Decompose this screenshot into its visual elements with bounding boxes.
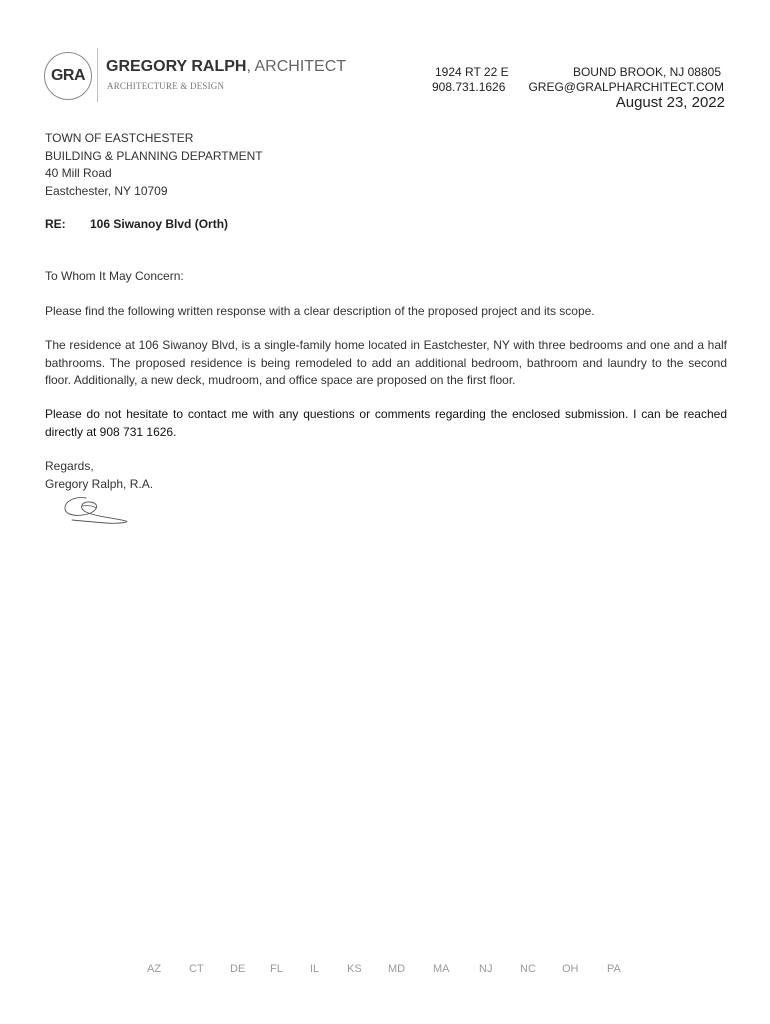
footer-state: FL xyxy=(270,963,283,975)
footer-state: OH xyxy=(562,963,579,975)
subject-line xyxy=(45,217,228,231)
footer-state: AZ xyxy=(147,963,162,975)
signer-name: Gregory Ralph, R.A. xyxy=(45,477,154,491)
recipient-line: BUILDING & PLANNING DEPARTMENT xyxy=(45,148,263,163)
address-street: 1924 RT 22 E xyxy=(435,65,509,79)
firm-name-bold: GREGORY RALPH xyxy=(106,58,247,75)
footer-state: MA xyxy=(433,963,450,975)
firm-name xyxy=(106,58,346,76)
footer-state: DE xyxy=(230,963,246,975)
footer-state: PA xyxy=(607,963,621,975)
recipient-line: 40 Mill Road xyxy=(45,166,112,180)
recipient-line: Eastchester, NY 10709 xyxy=(45,183,168,198)
firm-logo xyxy=(44,52,92,100)
footer-state: CT xyxy=(189,963,204,975)
footer-state: MD xyxy=(388,963,406,975)
footer-state: NJ xyxy=(479,963,493,975)
firm-tagline: ARCHITECTURE & DESIGN xyxy=(107,81,225,91)
signature-icon xyxy=(60,494,132,528)
body-paragraph: The residence at 106 Siwanoy Blvd, is a single-family home located in Eastchester, NY with three bedrooms and one and a half bathrooms. The proposed residence is being remodeled to add an additional bedroom, bathroom and laundry to the second floor. Additionally, a new deck, mudroom, and office space are proposed on the first floor. xyxy=(45,338,727,387)
recipient-line: TOWN OF EASTCHESTER xyxy=(45,131,194,145)
recipient-address xyxy=(45,130,263,200)
footer-states xyxy=(0,963,770,979)
subject-text: 106 Siwanoy Blvd (Orth) xyxy=(90,217,229,231)
body-paragraph: Please find the following written response with a clear description of the proposed project and its scope. xyxy=(45,304,595,318)
body-paragraph: Please do not hesitate to contact me with any questions or comments regarding the enclosed submission. I can be reached directly at 908 731 1626. xyxy=(45,407,727,439)
address-email: GREG@GRALPHARCHITECT.COM xyxy=(528,80,724,94)
footer-state: KS xyxy=(347,963,362,975)
footer-state: IL xyxy=(310,963,320,975)
greeting: To Whom It May Concern: xyxy=(45,269,184,283)
logo-text: GRA xyxy=(50,67,86,84)
logo-divider xyxy=(97,48,98,102)
letter-date: August 23, 2022 xyxy=(615,94,725,111)
address-city: BOUND BROOK, NJ 08805 xyxy=(572,65,721,79)
firm-name-rest: , ARCHITECT xyxy=(246,58,347,75)
subject-label: RE: xyxy=(45,217,66,231)
address-phone: 908.731.1626 xyxy=(432,80,506,94)
closing: Regards, xyxy=(45,459,94,473)
footer-state: NC xyxy=(520,963,536,975)
